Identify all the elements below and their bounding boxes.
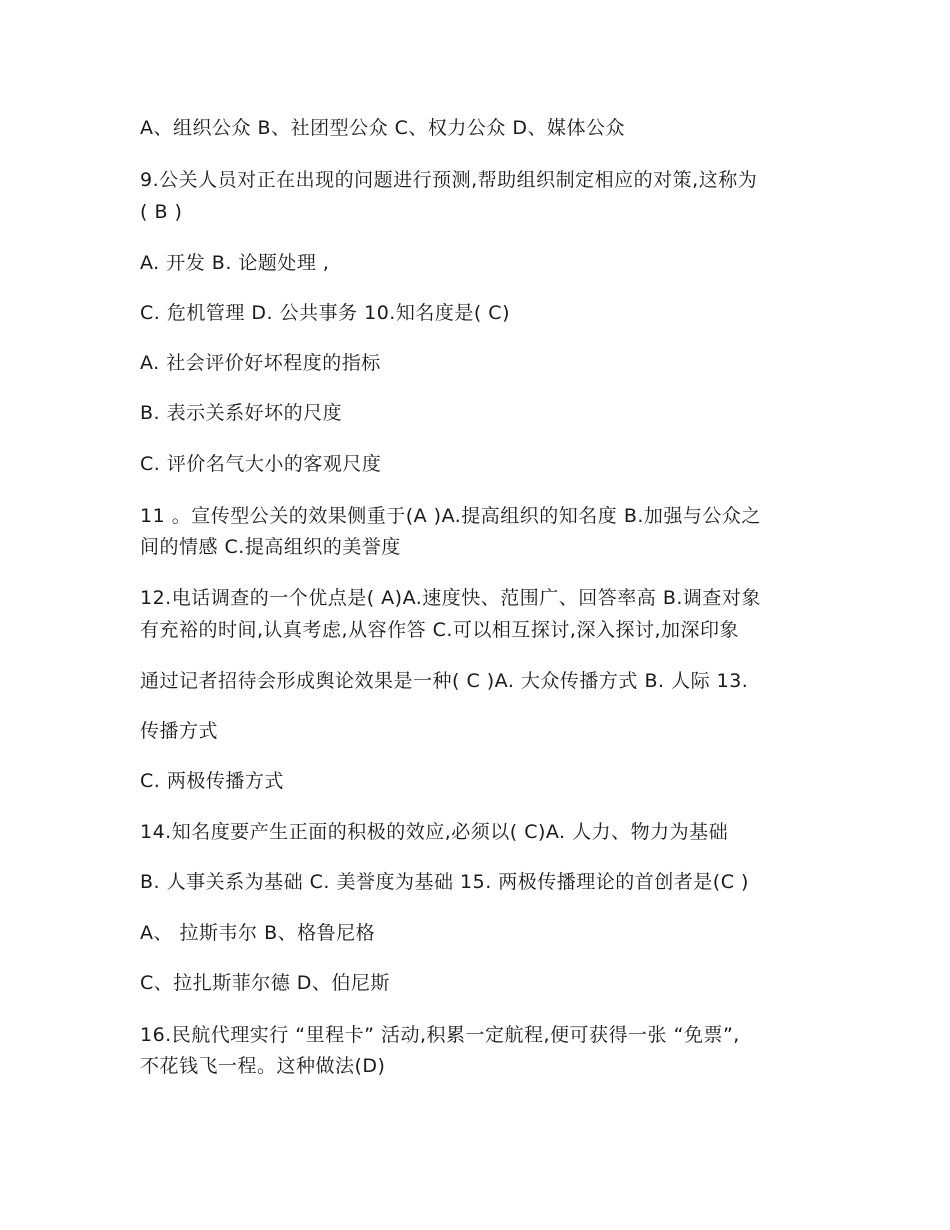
text-line: C. 两极传播方式 — [140, 770, 284, 792]
text-line: 16.民航代理实行 “里程卡” 活动,积累一定航程,便可获得一张 “免票”, — [140, 1024, 740, 1046]
text-line: 间的情感 C.提高组织的美誉度 — [140, 536, 401, 558]
text-line: 有充裕的时间,认真考虑,从容作答 C.可以相互探讨,深入探讨,加深印象 — [140, 619, 740, 641]
text-line: 9.公关人员对正在出现的问题进行预测,帮助组织制定相应的对策,这称为 — [140, 169, 758, 191]
text-line: A、 拉斯韦尔 B、格鲁尼格 — [140, 922, 376, 944]
text-line: A. 社会评价好坏程度的指标 — [140, 352, 381, 374]
text-line: 传播方式 — [140, 720, 219, 742]
text-line: 通过记者招待会形成舆论效果是一种( C )A. 大众传播方式 B. 人际 13. — [140, 670, 749, 692]
text-line: C. 评价名气大小的客观尺度 — [140, 453, 382, 475]
text-line: 12.电话调查的一个优点是( A)A.速度快、范围广、回答率高 B.调查对象 — [140, 587, 761, 609]
text-line: ( B ) — [140, 201, 183, 223]
text-line: A. 开发 B. 论题处理 , — [140, 252, 330, 274]
text-line: 不花钱飞一程。这种做法(D) — [140, 1055, 386, 1077]
text-line: B. 人事关系为基础 C. 美誉度为基础 15. 两极传播理论的首创者是(C ) — [140, 871, 749, 893]
text-line: A、组织公众 B、社团型公众 C、权力公众 D、媒体公众 — [140, 117, 626, 139]
text-line: C. 危机管理 D. 公共事务 10.知名度是( C) — [140, 302, 510, 324]
text-line: B. 表示关系好坏的尺度 — [140, 402, 343, 424]
text-line: 14.知名度要产生正面的积极的效应,必须以( C)A. 人力、物力为基础 — [140, 821, 729, 843]
text-line: C、拉扎斯菲尔德 D、伯尼斯 — [140, 972, 390, 994]
text-line: 11 。宣传型公关的效果侧重于(A )A.提高组织的知名度 B.加强与公众之 — [140, 505, 761, 527]
